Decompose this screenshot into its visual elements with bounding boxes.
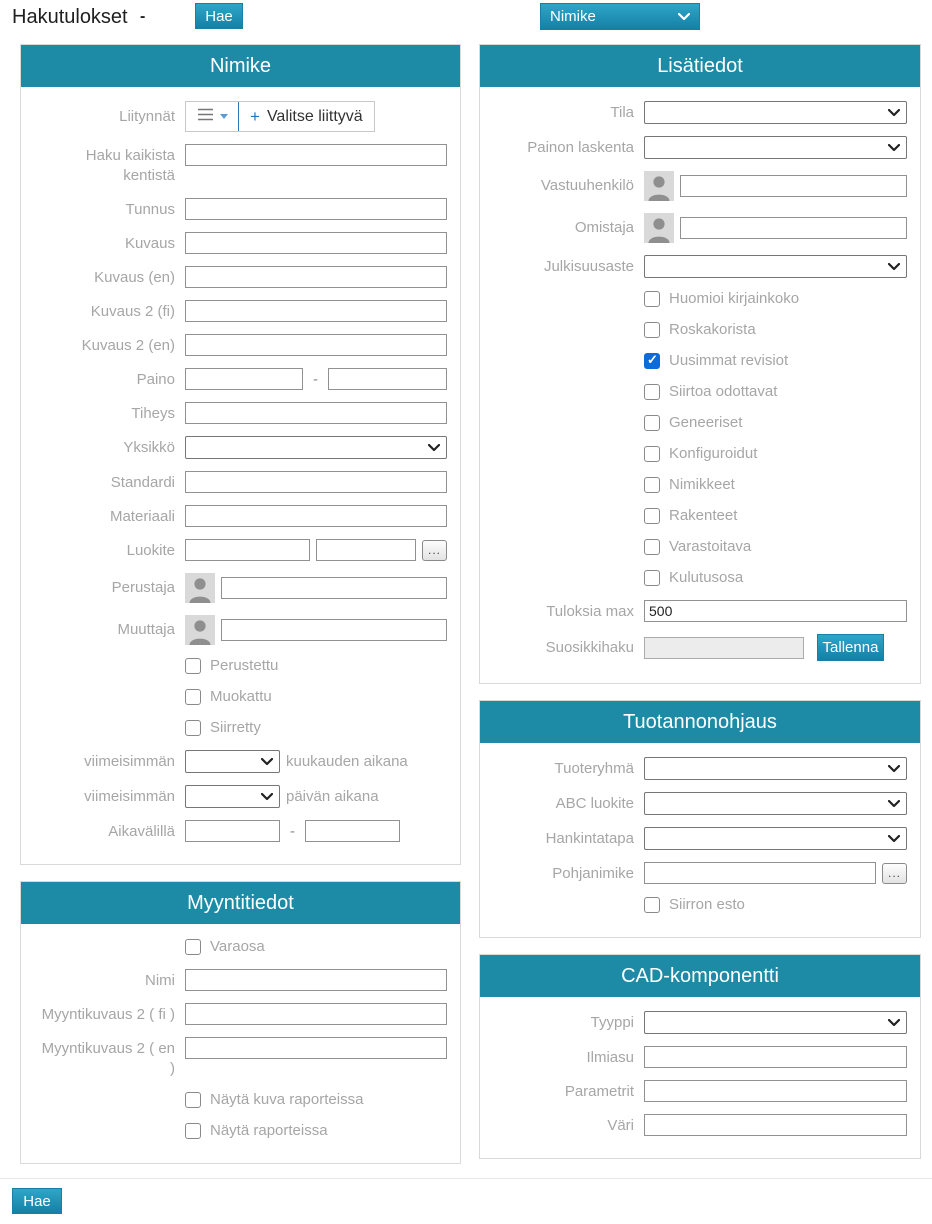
hankintatapa-row [493,827,907,850]
konfiguroidut-checkbox[interactable] [644,446,660,462]
tuloksia-max-row [493,600,907,622]
varaosa-row [34,938,447,955]
luokite-input-2[interactable] [316,539,416,561]
omistaja-row [493,213,907,243]
pohjanimike-browse-button[interactable]: ... [882,863,907,884]
myyntikuvaus2-en-label: Myyntikuvaus 2 ( en ) [41,1040,175,1077]
kuvaus-input[interactable] [185,232,447,254]
nimikkeet-checkbox[interactable] [644,477,660,493]
panel-myyntitiedot-title: Myyntitiedot [21,882,460,924]
viimeisimman-pv-row [34,785,447,808]
myyntikuvaus2-en-row [34,1037,447,1079]
valitse-liittyva-label: Valitse liittyvä [266,107,363,125]
ilmiasu-input[interactable] [644,1046,907,1068]
siirtoa-odottavat-row [493,383,907,400]
nayta-kuva-row [34,1091,447,1108]
pohjanimike-label: Pohjanimike [552,865,634,882]
haku-kaikista-row [34,144,447,186]
uusimmat-revisiot-checkbox[interactable] [644,353,660,369]
viimeisimman-pv-label: viimeisimmän [84,787,175,805]
paino-row [34,368,447,390]
tuloksia-max-input[interactable] [644,600,907,622]
panel-nimike [20,44,461,865]
panel-nimike-title: Nimike [21,45,460,87]
hankintatapa-select[interactable] [644,827,907,850]
rakenteet-row [493,507,907,524]
siirron-esto-label: Siirron esto [669,896,745,913]
siirretty-label: Siirretty [210,719,261,736]
muuttaja-label: Muuttaja [117,621,175,638]
page-title-dash: - [140,8,146,25]
varastoitava-label: Varastoitava [669,538,752,555]
siirretty-checkbox[interactable] [185,720,201,736]
luokite-label: Luokite [126,542,175,559]
haku-kaikista-input[interactable] [185,144,447,166]
aikavalilla-row [34,820,447,842]
kuvaus2-fi-input[interactable] [185,300,447,322]
kuvaus2-en-row [34,334,447,356]
chevron-down-icon [428,444,440,452]
vastuuhenkilo-label: Vastuuhenkilö [540,177,634,194]
tunnus-label: Tunnus [125,201,175,218]
perustaja-label: Perustaja [111,579,175,596]
chevron-down-icon [888,109,900,117]
chevron-down-icon [888,765,900,773]
omistaja-label: Omistaja [574,219,634,236]
yksikko-row [34,436,447,459]
hamburger-icon [197,108,214,126]
panel-cad-komponentti-title: CAD-komponentti [480,955,920,997]
search-button-bottom[interactable]: Hae [12,1188,62,1214]
abc-luokite-row [493,792,907,815]
konfiguroidut-row [493,445,907,462]
chevron-down-icon [888,144,900,152]
varastoitava-row [493,538,907,555]
vari-row [493,1114,907,1136]
panel-myyntitiedot [20,881,461,1164]
caret-down-icon [220,114,228,119]
chevron-down-icon [888,1019,900,1027]
julkisuusaste-row [493,255,907,278]
nimikkeet-label: Nimikkeet [669,476,735,493]
pohjanimike-row [493,862,907,884]
panel-tuotannonohjaus [479,700,921,938]
chevron-down-icon [888,835,900,843]
abc-luokite-select[interactable] [644,792,907,815]
ilmiasu-label: Ilmiasu [586,1049,634,1066]
vari-input[interactable] [644,1114,907,1136]
abc-luokite-label: ABC luokite [555,795,634,812]
pohjanimike-input[interactable] [644,862,876,884]
aikavalilla-label: Aikavälillä [108,823,175,840]
perustaja-input[interactable] [221,577,447,599]
tila-row [493,101,907,124]
muuttaja-row [34,615,447,645]
page-title: Hakutulokset [12,6,128,28]
range-dash: - [290,822,295,840]
materiaali-row [34,505,447,527]
form-columns [0,34,932,1164]
muuttaja-input[interactable] [221,619,447,641]
tallenna-button[interactable]: Tallenna [817,634,884,661]
tyyppi-row [493,1011,907,1034]
paino-max-input[interactable] [328,368,447,390]
roskakorista-label: Roskakorista [669,321,756,338]
viimeisimman-kk-label: viimeisimmän [84,752,175,770]
ilmiasu-row [493,1046,907,1068]
nayta-row [34,1122,447,1139]
uusimmat-revisiot-row [493,352,907,369]
kuvaus-row [34,232,447,254]
kuvaus-label: Kuvaus [124,235,175,252]
myyntikuvaus2-fi-row [34,1003,447,1025]
viimeisimman-kk-select[interactable] [185,750,280,773]
liitynnat-widget [185,101,375,132]
tuoteryhma-row [493,757,907,780]
huomioi-kirjainkoko-label: Huomioi kirjainkoko [669,290,800,307]
tuloksia-max-label: Tuloksia max [546,603,634,620]
siirron-esto-checkbox[interactable] [644,897,660,913]
suosikkihaku-label: Suosikkihaku [545,638,634,656]
tyyppi-label: Tyyppi [590,1014,634,1031]
chevron-down-icon [678,13,690,21]
search-button-top[interactable]: Hae [195,3,243,29]
liitynnat-label: Liitynnät [119,107,175,125]
painon-laskenta-label: Painon laskenta [527,139,634,156]
roskakorista-row [493,321,907,338]
kuvaus-en-row [34,266,447,288]
uusimmat-revisiot-label: Uusimmat revisiot [669,352,789,369]
chevron-down-icon [888,800,900,808]
nayta-kuva-checkbox[interactable] [185,1092,201,1108]
nimi-row [34,969,447,991]
paino-label: Paino [136,371,175,388]
footer [0,1178,932,1224]
plus-icon: + [250,106,260,126]
aikavalilla-from-input[interactable] [185,820,280,842]
nayta-kuva-label: Näytä kuva raporteissa [210,1091,364,1108]
julkisuusaste-select[interactable] [644,255,907,278]
luokite-row [34,539,447,561]
vastuuhenkilo-input[interactable] [680,175,907,197]
vari-label: Väri [607,1117,634,1134]
entity-type-select[interactable] [540,3,700,30]
kuvaus-en-label: Kuvaus (en) [94,269,175,286]
rakenteet-label: Rakenteet [669,507,738,524]
valitse-liittyva-button[interactable] [239,102,374,131]
muokattu-label: Muokattu [210,688,272,705]
materiaali-input[interactable] [185,505,447,527]
vastuuhenkilo-row [493,171,907,201]
yksikko-label: Yksikkö [123,439,175,456]
suosikkihaku-row [493,634,907,661]
siirtoa-odottavat-checkbox[interactable] [644,384,660,400]
viimeisimman-pv-select[interactable] [185,785,280,808]
varaosa-label: Varaosa [210,938,265,955]
muokattu-checkbox[interactable] [185,689,201,705]
kulutusosa-label: Kulutusosa [669,569,744,586]
perustaja-row [34,573,447,603]
chevron-down-icon [261,758,273,766]
panel-lisatiedot [479,44,921,684]
julkisuusaste-label: Julkisuusaste [543,258,634,275]
myyntikuvaus2-en-input[interactable] [185,1037,447,1059]
kuukauden-aikana-text: kuukauden aikana [286,753,408,770]
tunnus-row [34,198,447,220]
person-icon[interactable] [185,615,215,645]
tiheys-label: Tiheys [131,405,175,422]
huomioi-kirjainkoko-checkbox[interactable] [644,291,660,307]
siirretty-row [34,719,447,736]
tila-label: Tila [610,104,634,121]
top-bar [0,0,932,34]
parametrit-row [493,1080,907,1102]
kulutusosa-checkbox[interactable] [644,570,660,586]
standardi-row [34,471,447,493]
perustettu-checkbox[interactable] [185,658,201,674]
tyyppi-select[interactable] [644,1011,907,1034]
roskakorista-checkbox[interactable] [644,322,660,338]
painon-laskenta-select[interactable] [644,136,907,159]
muokattu-row [34,688,447,705]
tiheys-row [34,402,447,424]
tiheys-input[interactable] [185,402,447,424]
perustettu-row [34,657,447,674]
chevron-down-icon [261,793,273,801]
panel-tuotannonohjaus-title: Tuotannonohjaus [480,701,920,743]
kuvaus2-en-input[interactable] [185,334,447,356]
left-column [20,44,461,1164]
person-icon[interactable] [644,213,674,243]
chevron-down-icon [888,263,900,271]
kuvaus2-en-label: Kuvaus 2 (en) [81,337,175,354]
parametrit-input[interactable] [644,1080,907,1102]
varaosa-checkbox[interactable] [185,939,201,955]
varastoitava-checkbox[interactable] [644,539,660,555]
kuvaus-en-input[interactable] [185,266,447,288]
myyntikuvaus2-fi-input[interactable] [185,1003,447,1025]
kuvaus2-fi-label: Kuvaus 2 (fi) [90,303,175,320]
huomioi-kirjainkoko-row [493,290,907,307]
painon-laskenta-row [493,136,907,159]
siirron-esto-row [493,896,907,913]
omistaja-input[interactable] [680,217,907,239]
suosikkihaku-input[interactable] [644,637,804,659]
paivan-aikana-text: päivän aikana [286,788,379,805]
right-column [479,44,921,1159]
tunnus-input[interactable] [185,198,447,220]
nimi-label: Nimi [145,972,175,989]
standardi-input[interactable] [185,471,447,493]
geneeriset-row [493,414,907,431]
nimikkeet-row [493,476,907,493]
yksikko-select[interactable] [185,436,447,459]
hankintatapa-label: Hankintatapa [545,830,634,847]
parametrit-label: Parametrit [564,1083,634,1100]
range-dash: - [313,370,318,388]
entity-type-select-value: Nimike [550,8,596,25]
liitynnat-row [34,101,447,132]
luokite-input-1[interactable] [185,539,310,561]
rakenteet-checkbox[interactable] [644,508,660,524]
paino-min-input[interactable] [185,368,303,390]
panel-cad-komponentti [479,954,921,1159]
liitynnat-menu-button[interactable] [186,102,238,131]
haku-kaikista-label: Haku kaikista kentistä [85,147,175,184]
materiaali-label: Materiaali [109,508,175,525]
luokite-browse-button[interactable]: ... [422,540,447,561]
perustettu-label: Perustettu [210,657,279,674]
viimeisimman-kk-row [34,750,447,773]
tila-select[interactable] [644,101,907,124]
person-icon[interactable] [644,171,674,201]
nayta-label: Näytä raporteissa [210,1122,328,1139]
person-icon[interactable] [185,573,215,603]
konfiguroidut-label: Konfiguroidut [669,445,758,462]
panel-lisatiedot-title: Lisätiedot [480,45,920,87]
nayta-checkbox[interactable] [185,1123,201,1139]
standardi-label: Standardi [110,474,175,491]
kulutusosa-row [493,569,907,586]
tuoteryhma-select[interactable] [644,757,907,780]
siirtoa-odottavat-label: Siirtoa odottavat [669,383,778,400]
myyntikuvaus2-fi-label: Myyntikuvaus 2 ( fi ) [41,1006,175,1023]
tuoteryhma-label: Tuoteryhmä [554,760,634,777]
kuvaus2-fi-row [34,300,447,322]
geneeriset-label: Geneeriset [669,414,743,431]
aikavalilla-to-input[interactable] [305,820,400,842]
nimi-input[interactable] [185,969,447,991]
geneeriset-checkbox[interactable] [644,415,660,431]
